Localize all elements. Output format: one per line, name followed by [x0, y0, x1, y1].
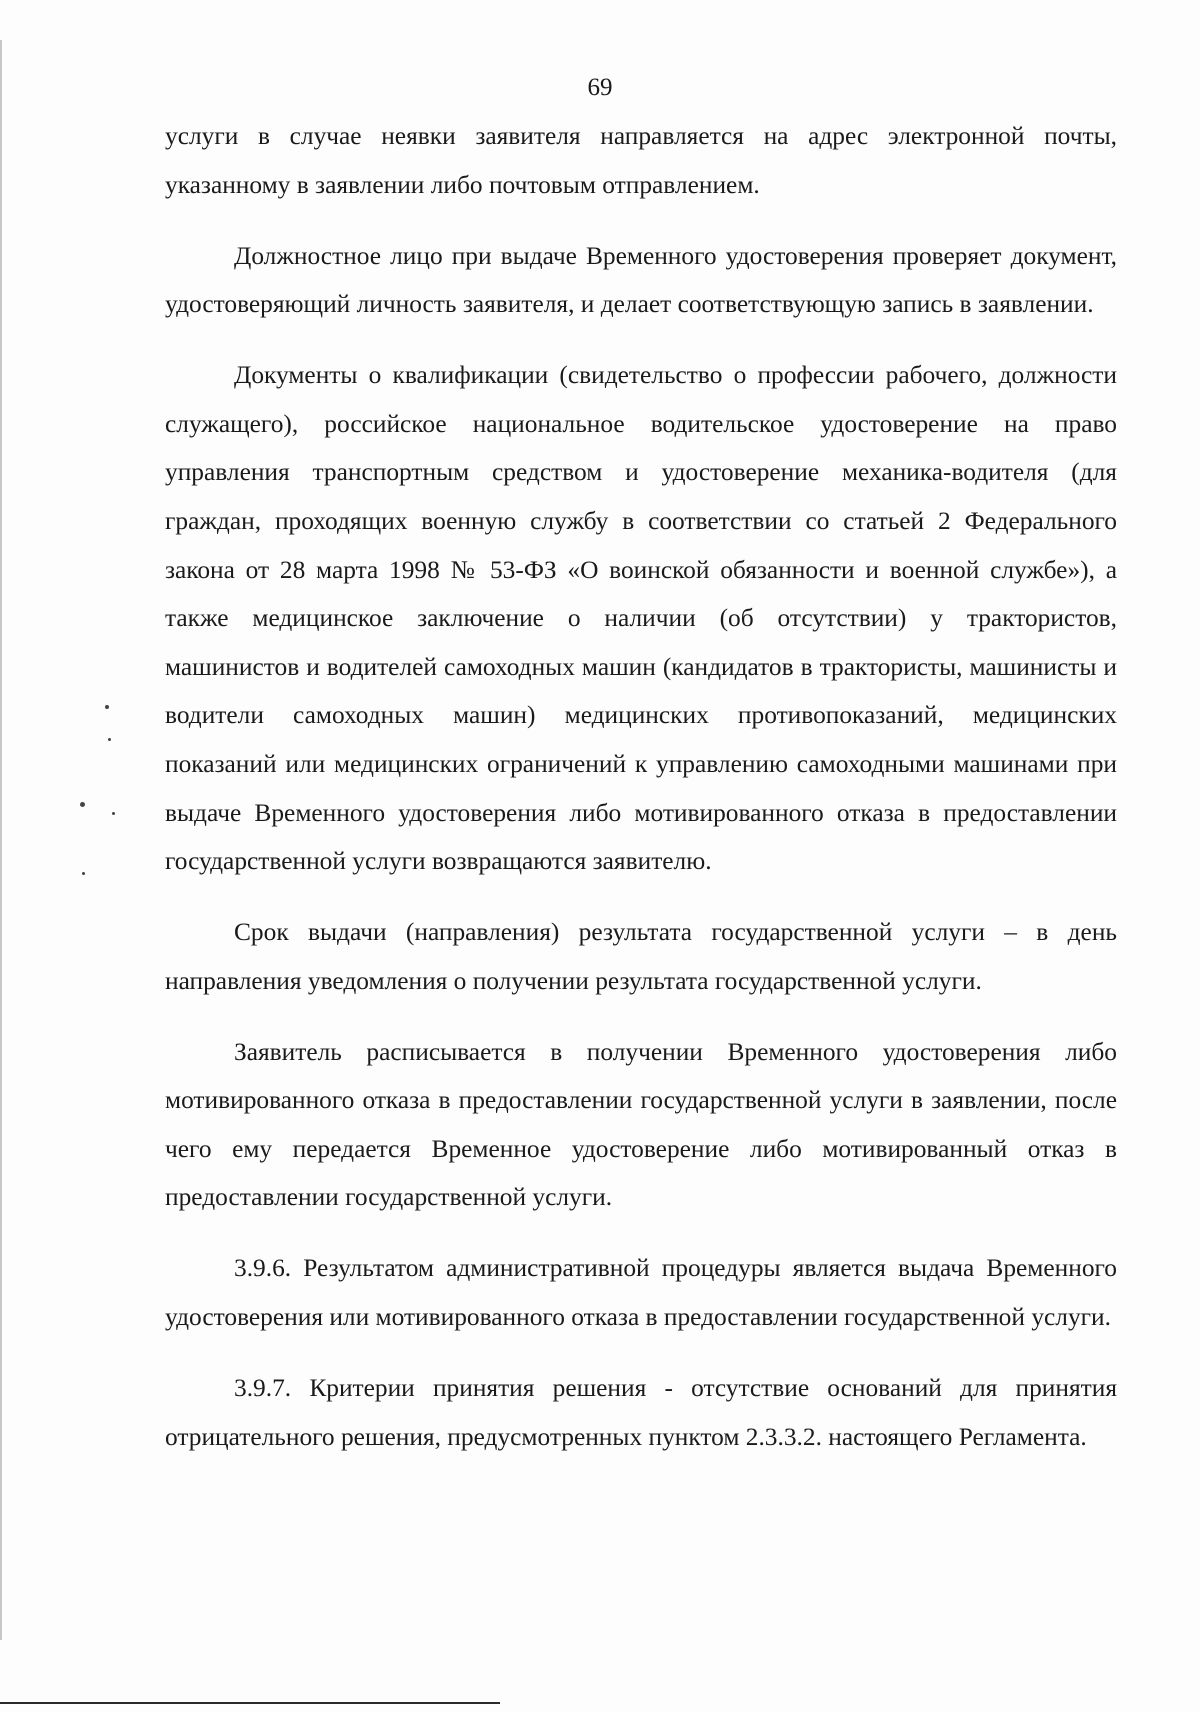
paragraph-4: Срок выдачи (направления) результата государственной услуги – в день направления уведомления о получении результата государственной услуги.	[165, 918, 1117, 995]
paragraph-1: услуги в случае неявки заявителя направляется на адрес электронной почты, указанному в заявлении либо почтовым отправлением.	[165, 122, 1117, 199]
scan-bottom-edge	[0, 1702, 500, 1704]
page-number: 69	[587, 74, 613, 101]
scan-speck	[108, 738, 111, 741]
scan-speck	[82, 872, 85, 875]
scan-speck	[112, 812, 115, 815]
scan-speck	[105, 705, 109, 709]
paragraph-7: 3.9.7. Критерии принятия решения - отсутствие оснований для принятия отрицательного решения, предусмотренных пунктом 2.3.3.2. настоящего Регламента.	[165, 1374, 1117, 1451]
scan-speck	[80, 802, 85, 807]
scan-edge-line	[0, 40, 2, 1640]
paragraph-2: Должностное лицо при выдаче Временного удостоверения проверяет документ, удостоверяющий личность заявителя, и делает соответствующую запись в заявлении.	[165, 241, 1117, 319]
document-body	[165, 112, 1117, 1461]
paragraph-6: 3.9.6. Результатом административной процедуры является выдача Временного удостоверения или мотивированного отказа в предоставлении государственной услуги.	[165, 1254, 1117, 1332]
paragraph-5: Заявитель расписывается в получении Временного удостоверения либо мотивированного отказа в предоставлении государственной услуги в заявлении, после чего ему передается Временное удостоверение либо мотивированный отказ в предоставлении государственной услуги.	[165, 1037, 1117, 1212]
paragraph-3: Документы о квалификации (свидетельство о профессии рабочего, должности служащего), российское национальное водительское удостоверение на право управления транспортным средством и удостоверение механика-водителя (для граждан, проходящих военную службу в соответствии со статьей 2 Федерального закона от 28 марта 1998 № 53-ФЗ «О воинской обязанности и военной службе»), а также медицинское заключение о наличии (об отсутствии) у трактористов, машинистов и водителей самоходных машин (кандидатов в трактористы, машинисты и водители самоходных машин) медицинских противопоказаний, медицинских показаний или медицинских ограничений к управлению самоходными машинами при выдаче Временного удостоверения либо мотивированного отказа в предоставлении государственной услуги возвращаются заявителю.	[165, 361, 1117, 876]
